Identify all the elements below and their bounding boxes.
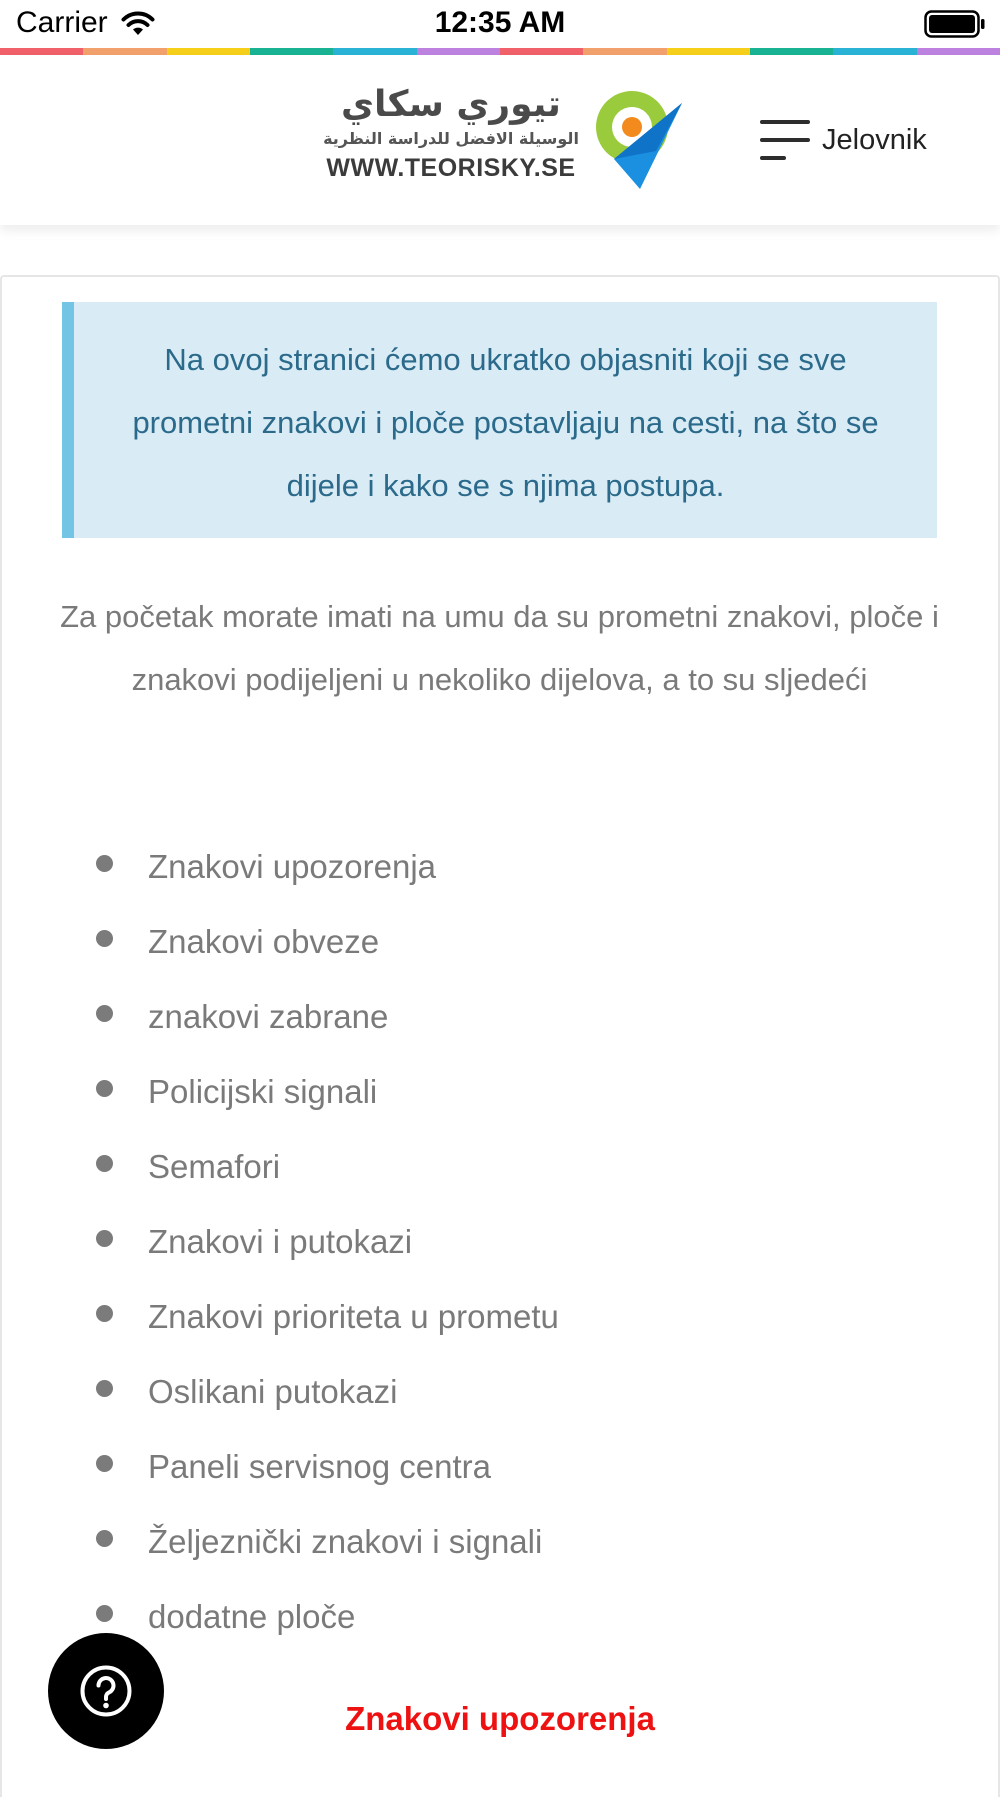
bullet-icon <box>96 1605 113 1622</box>
bullet-icon <box>96 1305 113 1322</box>
color-strip-segment <box>333 48 416 55</box>
color-strip-segment <box>667 48 750 55</box>
list-item <box>96 1429 559 1504</box>
list-item <box>96 1204 559 1279</box>
bullet-icon <box>96 1380 113 1397</box>
list-item-label: Znakovi prioriteta u prometu <box>148 1297 559 1335</box>
intro-paragraph: Za početak morate imati na umu da su prometni znakovi, ploče i znakovi podijeljeni u nekoliko dijelova, a to su sljedeći <box>60 599 939 697</box>
list-item <box>96 1054 559 1129</box>
list-item-label: Znakovi obveze <box>148 922 380 960</box>
site-header <box>0 55 1000 225</box>
battery-icon <box>924 10 986 38</box>
color-strip-segment <box>500 48 583 55</box>
decorative-color-strip <box>0 48 1000 55</box>
bullet-icon <box>96 1080 113 1097</box>
color-strip-segment <box>833 48 916 55</box>
bullet-icon <box>96 930 113 947</box>
question-icon <box>79 1664 133 1718</box>
hamburger-icon <box>760 120 810 160</box>
list-item-label: znakovi zabrane <box>148 997 389 1035</box>
list-item <box>96 1354 559 1429</box>
status-bar <box>0 0 1000 50</box>
list-item-label: Semafori <box>148 1147 281 1185</box>
section-heading: Znakovi upozorenja <box>345 1700 655 1737</box>
list-item-label: Željeznički znakovi i signali <box>148 1522 543 1560</box>
logo-arabic-title: تيوري سكاي <box>341 84 561 125</box>
bullet-icon <box>96 855 113 872</box>
logo-arabic-subtitle: الوسيلة الافضل للدراسة النظرية <box>323 129 579 148</box>
list-item <box>96 829 559 904</box>
list-item-label: Paneli servisnog centra <box>148 1447 492 1485</box>
bullet-icon <box>96 1530 113 1547</box>
list-item-label: Policijski signali <box>148 1072 378 1110</box>
list-item <box>96 979 559 1054</box>
color-strip-segment <box>917 48 1000 55</box>
color-strip-segment <box>583 48 666 55</box>
list-item-label: Znakovi upozorenja <box>148 847 437 885</box>
location-pin-logo-icon <box>594 87 686 191</box>
menu-button[interactable] <box>760 115 927 165</box>
list-item <box>96 1129 559 1204</box>
list-item-label: Oslikani putokazi <box>148 1372 398 1410</box>
list-item-label: Znakovi i putokazi <box>148 1222 413 1260</box>
info-callout: Na ovoj stranici ćemo ukratko objasniti koji se sve prometni znakovi i ploče postavljaju na cesti, na što se dijele i kako se s njima postupa. <box>62 302 937 538</box>
sign-category-list <box>96 829 559 1654</box>
bullet-icon <box>96 1455 113 1472</box>
color-strip-segment <box>250 48 333 55</box>
color-strip-segment <box>167 48 250 55</box>
color-strip-segment <box>83 48 166 55</box>
menu-label: Jelovnik <box>822 123 927 156</box>
list-item <box>96 1579 559 1654</box>
bullet-icon <box>96 1155 113 1172</box>
clock: 12:35 AM <box>434 6 566 39</box>
carrier-label: Carrier <box>16 6 108 39</box>
color-strip-segment <box>417 48 500 55</box>
bullet-icon <box>96 1230 113 1247</box>
logo-url-text: WWW.TEORISKY.SE <box>326 154 576 182</box>
list-item-label: dodatne ploče <box>148 1597 356 1635</box>
color-strip-segment <box>0 48 83 55</box>
list-item <box>96 904 559 979</box>
list-item <box>96 1279 559 1354</box>
color-strip-segment <box>750 48 833 55</box>
help-button[interactable] <box>48 1633 164 1749</box>
site-logo[interactable] <box>316 85 686 195</box>
bullet-icon <box>96 1005 113 1022</box>
list-item <box>96 1504 559 1579</box>
